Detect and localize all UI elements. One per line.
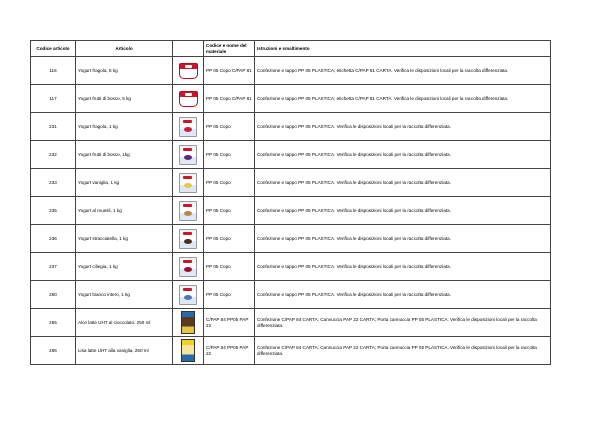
cell-article: Yogurt ciliegia, 1 kg <box>76 253 173 281</box>
cell-instructions: Confezione e tappo PP 05 PLASTICA. Verifica le disposizioni locali per la raccolta differenziata. <box>255 169 551 197</box>
cell-article: Yogurt stracciatella, 1 kg <box>76 225 173 253</box>
cell-image <box>173 253 204 281</box>
cell-code: 116 <box>31 57 76 85</box>
header-article: Articolo <box>76 41 173 57</box>
cell-instructions: Confezione e tappo PP 05 PLASTICA. Verifica le disposizioni locali per la raccolta differenziata. <box>255 197 551 225</box>
cell-material: PP 05 Copo <box>204 197 255 225</box>
cell-article: Yogurt bianco intero, 1 kg <box>76 281 173 309</box>
brick-vanilla-icon <box>181 339 195 362</box>
cell-code: 236 <box>31 225 76 253</box>
cell-code: 260 <box>31 281 76 309</box>
cell-code: 233 <box>31 169 76 197</box>
table-row <box>31 225 551 253</box>
header-image <box>173 41 204 57</box>
cell-code: 265 <box>31 309 76 337</box>
table-row <box>31 169 551 197</box>
cell-instructions: Confezione e tappo PP 05 PLASTICA. Verifica le disposizioni locali per la raccolta differenziata. <box>255 113 551 141</box>
cell-material: PP 05 Copo C/PAP 81 <box>204 85 255 113</box>
product-disposal-table <box>30 40 551 365</box>
table-row <box>31 85 551 113</box>
cell-article: Yogurt vaniglia, 1 kg <box>76 169 173 197</box>
cell-image <box>173 57 204 85</box>
table-row <box>31 141 551 169</box>
table-row <box>31 309 551 337</box>
cell-code: 232 <box>31 141 76 169</box>
cell-instructions: Confezione C/PAP 84 CARTA; Cannuccia PAP 22 CARTA; Porta cannuccia PP 05 PLASTICA. Verifica le disposizioni locali per la raccolta differenziata. <box>255 337 551 365</box>
cell-article: Yogurt frutti di bosco, 5 kg <box>76 85 173 113</box>
table-row <box>31 197 551 225</box>
cell-instructions: Confezione e tappo PP 05 PLASTICA. Verifica le disposizioni locali per la raccolta differenziata. <box>255 281 551 309</box>
cell-material: C/PAP 84 PP05 PAP 22 <box>204 309 255 337</box>
table-header-row <box>31 41 551 57</box>
cell-image <box>173 141 204 169</box>
cell-code: 231 <box>31 113 76 141</box>
cell-article: Alce latte UHT al cioccolato, 250 ml <box>76 309 173 337</box>
cell-instructions: Confezione e tappo PP 05 PLASTICA; etichetta C/PAP 81 CARTA. Verifica le disposizioni locali per la raccolta differenziata. <box>255 57 551 85</box>
cell-article: Yogurt frutti di bosco, 1kg <box>76 141 173 169</box>
header-material: Codice e nome del materiale <box>204 41 255 57</box>
cell-material: PP 05 Copo C/PAP 81 <box>204 57 255 85</box>
cell-material: C/PAP 84 PP05 PAP 22 <box>204 337 255 365</box>
cell-instructions: Confezione C/PAP 84 CARTA; Cannuccia PAP 22 CARTA; Porta cannuccia PP 05 PLASTICA. Verifica le disposizioni locali per la raccolta differenziata. <box>255 309 551 337</box>
cell-instructions: Confezione e tappo PP 05 PLASTICA. Verifica le disposizioni locali per la raccolta differenziata. <box>255 141 551 169</box>
cell-material: PP 05 Copo <box>204 225 255 253</box>
yogurt-cup-icon <box>179 117 197 137</box>
cell-code: 237 <box>31 253 76 281</box>
cell-article: Lisa latte UHT alla vaniglia, 250 ml <box>76 337 173 365</box>
cell-code: 266 <box>31 337 76 365</box>
bucket-icon <box>179 91 198 107</box>
cell-image <box>173 197 204 225</box>
cell-article: Yogurt fragola, 5 kg <box>76 57 173 85</box>
cell-material: PP 05 Copo <box>204 281 255 309</box>
cell-instructions: Confezione e tappo PP 05 PLASTICA. Verifica le disposizioni locali per la raccolta differenziata. <box>255 225 551 253</box>
cell-image <box>173 85 204 113</box>
header-instructions: Istruzioni e smaltimento <box>255 41 551 57</box>
bucket-icon <box>179 63 198 79</box>
cell-code: 117 <box>31 85 76 113</box>
cell-material: PP 05 Copo <box>204 169 255 197</box>
cell-image <box>173 225 204 253</box>
table-body <box>31 57 551 365</box>
cell-image <box>173 281 204 309</box>
cell-material: PP 05 Copo <box>204 113 255 141</box>
table-row <box>31 57 551 85</box>
table-row <box>31 281 551 309</box>
yogurt-cup-icon <box>179 145 197 165</box>
cell-article: Yogurt al muesli, 1 kg <box>76 197 173 225</box>
cell-image <box>173 113 204 141</box>
cell-image <box>173 169 204 197</box>
header-code: Codice articolo <box>31 41 76 57</box>
yogurt-cup-icon <box>179 285 197 305</box>
yogurt-cup-icon <box>179 173 197 193</box>
cell-material: PP 05 Copo <box>204 253 255 281</box>
cell-image <box>173 309 204 337</box>
yogurt-cup-icon <box>179 229 197 249</box>
table-row <box>31 337 551 365</box>
table-row <box>31 113 551 141</box>
cell-article: Yogurt fragola, 1 kg <box>76 113 173 141</box>
cell-code: 235 <box>31 197 76 225</box>
cell-instructions: Confezione e tappo PP 05 PLASTICA; etichetta C/PAP 81 CARTA. Verifica le disposizioni locali per la raccolta differenziata. <box>255 85 551 113</box>
cell-image <box>173 337 204 365</box>
cell-instructions: Confezione e tappo PP 05 PLASTICA. Verifica le disposizioni locali per la raccolta differenziata. <box>255 253 551 281</box>
yogurt-cup-icon <box>179 201 197 221</box>
brick-choco-icon <box>181 311 195 334</box>
table-row <box>31 253 551 281</box>
cell-material: PP 05 Copo <box>204 141 255 169</box>
yogurt-cup-icon <box>179 257 197 277</box>
